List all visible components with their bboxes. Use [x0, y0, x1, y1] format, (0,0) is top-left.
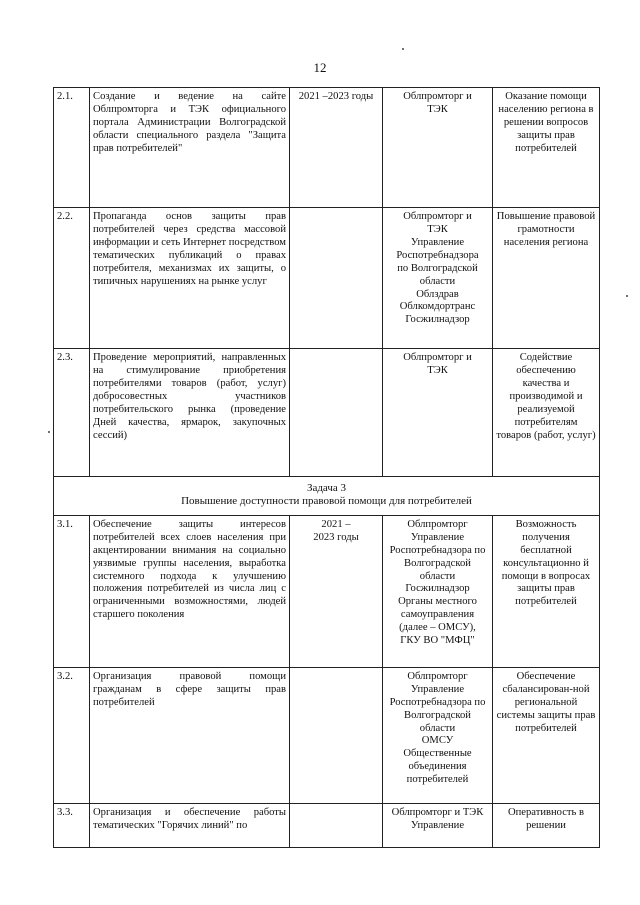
- row-number: 2.1.: [54, 88, 90, 208]
- measures-table: [53, 87, 600, 848]
- table-row: [54, 803, 600, 847]
- result-cell: Возможность получения бесплатной консультационно й помощи в вопросах защиты прав потребителей: [493, 515, 600, 667]
- result-cell: Содействие обеспечению качества и производимой и реализуемой потребителям товаров (работ, услуг): [493, 349, 600, 477]
- period-cell: 2021 – 2023 годы: [290, 515, 383, 667]
- action-cell: Проведение мероприятий, направленных на стимулирование приобретения потребителями товаров (работ, услуг) добросовестных участников потребительского рынка (проведение Дней качества, ярмарок, закупочных сессий): [90, 349, 290, 477]
- page-number: 12: [313, 60, 327, 75]
- result-cell: Обеспечение сбалансирован-ной региональной системы защиты прав потребителей: [493, 667, 600, 803]
- row-number: 3.1.: [54, 515, 90, 667]
- period-cell: 2021 –2023 годы: [290, 88, 383, 208]
- action-cell: Организация правовой помощи гражданам в сфере защиты прав потребителей: [90, 667, 290, 803]
- executors-cell: Облпромторг и ТЭК Управление Роспотребнадзора по Волгоградской области Облздрав Облкомдортранс Госжилнадзор: [383, 208, 493, 349]
- table-row: [54, 667, 600, 803]
- period-cell: [290, 208, 383, 349]
- task-title: Задача 3: [306, 482, 347, 494]
- table-row: [54, 349, 600, 477]
- scan-speck: [626, 295, 628, 297]
- executors-cell: Облпромторг Управление Роспотребнадзора по Волгоградской области ОМСУ Общественные объединения потребителей: [383, 667, 493, 803]
- row-number: 3.3.: [54, 803, 90, 847]
- period-cell: [290, 667, 383, 803]
- result-cell: Оперативность в решении: [493, 803, 600, 847]
- scan-speck: [402, 48, 404, 50]
- action-cell: Пропаганда основ защиты прав потребителей через средства массовой информации и сеть Интернет посредством тематических публикаций о правах потребителя, механизмах их защиты, о типичных нарушениях на рынке услуг: [90, 208, 290, 349]
- action-cell: Создание и ведение на сайте Облпромторга и ТЭК официального портала Администрации Волгоградской области специального раздела "Защита прав потребителей": [90, 88, 290, 208]
- executors-cell: Облпромторг и ТЭК: [383, 349, 493, 477]
- task-header-row: [54, 477, 600, 516]
- table-row: [54, 88, 600, 208]
- executors-cell: Облпромторг и ТЭК Управление: [383, 803, 493, 847]
- row-number: 2.3.: [54, 349, 90, 477]
- table-row: [54, 208, 600, 349]
- executors-cell: Облпромторг Управление Роспотребнадзора по Волгоградской области Госжилнадзор Органы местного самоуправления (далее – ОМСУ), ГКУ ВО "МФЦ": [383, 515, 493, 667]
- row-number: 3.2.: [54, 667, 90, 803]
- action-cell: Обеспечение защиты интересов потребителей всех слоев населения при акцентировании внимания на социально уязвимые группы населения, выработка системного подхода к улучшению положения потребителей из числа лиц с ограниченными возможностями, людей старшего поколения: [90, 515, 290, 667]
- task-subtitle: Повышение доступности правовой помощи для потребителей: [181, 495, 472, 508]
- result-cell: Оказание помощи населению региона в решении вопросов защиты прав потребителей: [493, 88, 600, 208]
- action-cell: Организация и обеспечение работы тематических "Горячих линий" по: [90, 803, 290, 847]
- period-cell: [290, 803, 383, 847]
- result-cell: Повышение правовой грамотности населения региона: [493, 208, 600, 349]
- row-number: 2.2.: [54, 208, 90, 349]
- period-cell: [290, 349, 383, 477]
- executors-cell: Облпромторг и ТЭК: [383, 88, 493, 208]
- table-row: [54, 515, 600, 667]
- task-header: [54, 477, 600, 516]
- scan-speck: [48, 431, 50, 433]
